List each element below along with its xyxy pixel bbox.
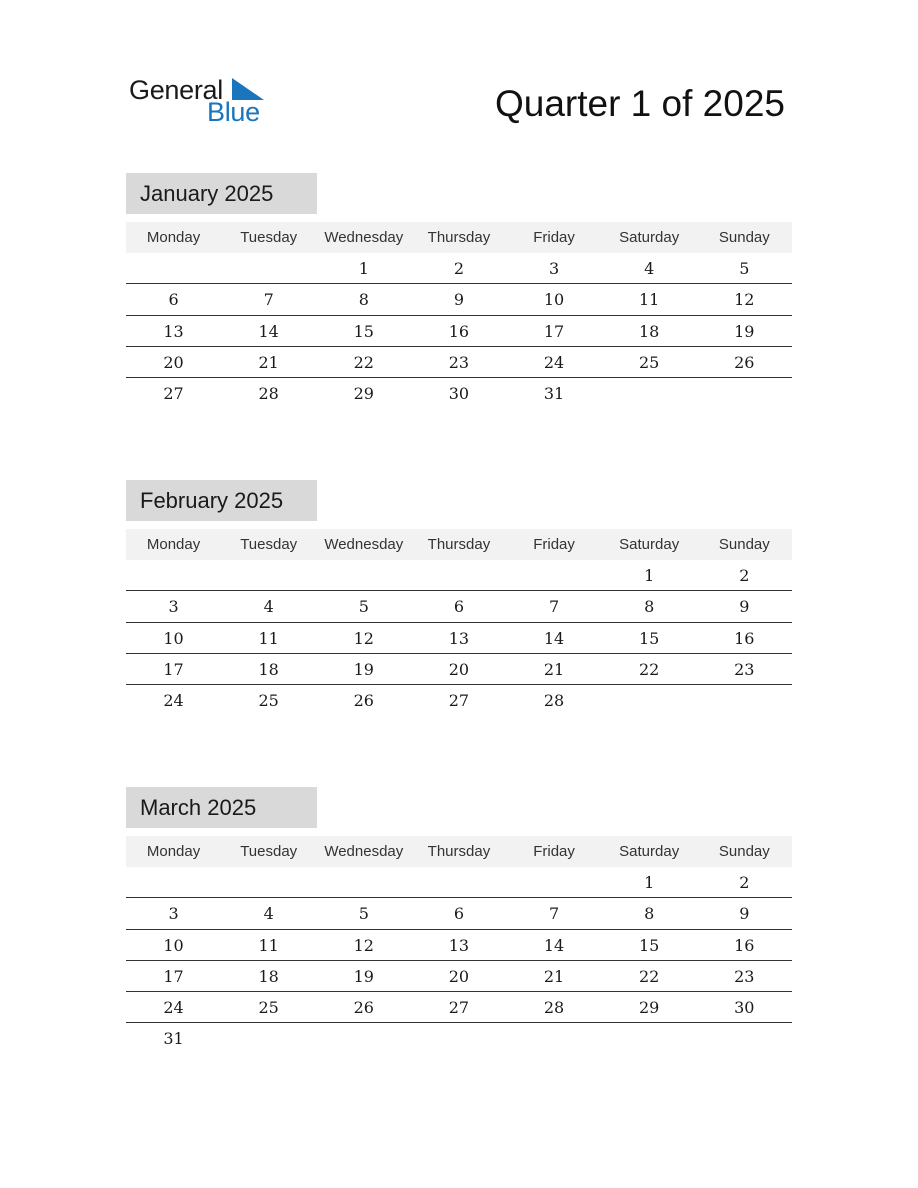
week-row bbox=[126, 867, 792, 898]
day-cell: 2 bbox=[453, 259, 465, 278]
day-cell: 8 bbox=[644, 904, 655, 924]
weekday-label: Sunday bbox=[718, 843, 770, 860]
day-cell bbox=[697, 378, 792, 409]
day-cell: 13 bbox=[448, 935, 470, 955]
day-cell: 17 bbox=[543, 321, 565, 341]
day-cell: 17 bbox=[163, 966, 184, 986]
day-cell bbox=[507, 1023, 602, 1054]
day-cell: 7 bbox=[548, 904, 560, 924]
day-cell: 19 bbox=[353, 966, 374, 986]
day-cell: 2 bbox=[739, 566, 750, 585]
day-cell: 6 bbox=[453, 904, 465, 924]
logo-text-blue: Blue bbox=[207, 97, 260, 127]
day-cell: 10 bbox=[163, 628, 184, 648]
day-cell: 15 bbox=[639, 628, 660, 648]
day-cell bbox=[602, 1023, 697, 1054]
logo-text-general: General bbox=[129, 75, 223, 105]
day-cell bbox=[697, 1023, 792, 1054]
month-january bbox=[126, 173, 792, 409]
page-title: Quarter 1 of 2025 bbox=[494, 83, 785, 124]
weekday-label: Monday bbox=[146, 843, 201, 860]
day-cell: 23 bbox=[448, 352, 470, 372]
day-cell bbox=[411, 560, 506, 590]
day-cell: 4 bbox=[644, 259, 655, 278]
day-cell: 22 bbox=[639, 659, 660, 679]
weekday-label: Friday bbox=[533, 536, 575, 553]
day-cell bbox=[316, 1023, 411, 1054]
day-cell bbox=[697, 685, 792, 716]
weekday-label: Friday bbox=[533, 229, 575, 246]
day-cell bbox=[221, 867, 316, 897]
day-cell: 14 bbox=[543, 935, 565, 955]
day-cell: 8 bbox=[358, 290, 369, 310]
day-cell: 26 bbox=[353, 998, 374, 1018]
day-cell: 16 bbox=[734, 935, 755, 955]
weeks-grid bbox=[126, 253, 792, 409]
week-row bbox=[126, 654, 792, 685]
week-row bbox=[126, 992, 792, 1023]
generalblue-logo bbox=[129, 74, 269, 130]
day-cell: 1 bbox=[358, 259, 369, 278]
weekday-label: Tuesday bbox=[240, 229, 298, 246]
day-cell: 10 bbox=[163, 935, 184, 955]
day-cell bbox=[507, 867, 602, 897]
day-cell: 1 bbox=[644, 873, 655, 892]
day-cell: 12 bbox=[353, 935, 374, 955]
day-cell: 28 bbox=[543, 998, 565, 1018]
day-cell: 21 bbox=[543, 659, 565, 679]
weekday-label: Sunday bbox=[718, 536, 770, 553]
day-cell: 11 bbox=[639, 290, 660, 310]
day-cell: 27 bbox=[163, 384, 184, 404]
day-cell bbox=[316, 560, 411, 590]
day-cell: 4 bbox=[263, 904, 274, 924]
day-cell: 1 bbox=[644, 566, 655, 585]
day-cell bbox=[221, 253, 316, 283]
day-cell: 9 bbox=[739, 597, 750, 617]
day-cell: 9 bbox=[453, 290, 465, 310]
week-row bbox=[126, 961, 792, 992]
weekday-label: Friday bbox=[533, 843, 575, 860]
day-cell: 3 bbox=[168, 597, 179, 617]
weekday-label: Saturday bbox=[619, 229, 680, 246]
day-cell: 18 bbox=[639, 321, 660, 341]
day-cell: 11 bbox=[258, 628, 279, 648]
day-cell: 20 bbox=[163, 352, 184, 372]
weekday-label: Monday bbox=[146, 536, 201, 553]
weekday-label: Wednesday bbox=[324, 536, 404, 553]
week-row bbox=[126, 560, 792, 591]
week-row bbox=[126, 284, 792, 315]
weekday-header-row bbox=[126, 529, 792, 560]
weekday-label: Thursday bbox=[427, 536, 491, 553]
day-cell: 8 bbox=[644, 597, 655, 617]
day-cell: 7 bbox=[263, 290, 274, 310]
weeks-grid bbox=[126, 867, 792, 1055]
month-title: February 2025 bbox=[126, 480, 317, 521]
weekday-header-row bbox=[126, 836, 792, 867]
day-cell: 16 bbox=[448, 321, 470, 341]
day-cell: 21 bbox=[258, 352, 279, 372]
day-cell: 5 bbox=[358, 904, 369, 924]
day-cell: 2 bbox=[739, 873, 750, 892]
day-cell: 3 bbox=[168, 904, 179, 924]
day-cell: 3 bbox=[548, 259, 560, 278]
day-cell: 5 bbox=[358, 597, 369, 617]
day-cell: 22 bbox=[639, 966, 660, 986]
weekday-label: Thursday bbox=[427, 229, 491, 246]
weekday-label: Wednesday bbox=[324, 229, 404, 246]
month-march bbox=[126, 787, 792, 1055]
day-cell: 18 bbox=[258, 659, 279, 679]
week-row bbox=[126, 253, 792, 284]
day-cell: 12 bbox=[734, 290, 755, 310]
day-cell bbox=[602, 685, 697, 716]
day-cell bbox=[221, 1023, 316, 1054]
month-title: January 2025 bbox=[126, 173, 317, 214]
day-cell: 24 bbox=[163, 691, 184, 711]
day-cell: 13 bbox=[163, 321, 184, 341]
day-cell: 19 bbox=[353, 659, 374, 679]
day-cell: 24 bbox=[163, 998, 184, 1018]
weekday-label: Tuesday bbox=[240, 843, 298, 860]
day-cell: 15 bbox=[353, 321, 374, 341]
day-cell: 14 bbox=[543, 628, 565, 648]
day-cell: 15 bbox=[639, 935, 660, 955]
day-cell bbox=[126, 867, 221, 897]
month-title: March 2025 bbox=[126, 787, 317, 828]
day-cell: 5 bbox=[739, 259, 750, 278]
day-cell: 23 bbox=[734, 966, 755, 986]
day-cell: 31 bbox=[163, 1029, 184, 1049]
day-cell bbox=[221, 560, 316, 590]
week-row bbox=[126, 1023, 792, 1054]
day-cell: 22 bbox=[353, 352, 374, 372]
day-cell: 13 bbox=[448, 628, 470, 648]
day-cell: 24 bbox=[543, 352, 565, 372]
weekday-label: Monday bbox=[146, 229, 201, 246]
month-february bbox=[126, 480, 792, 716]
day-cell: 14 bbox=[258, 321, 279, 341]
weekday-label: Sunday bbox=[718, 229, 770, 246]
day-cell: 28 bbox=[543, 691, 565, 711]
week-row bbox=[126, 316, 792, 347]
day-cell: 26 bbox=[734, 352, 755, 372]
day-cell: 10 bbox=[543, 290, 565, 310]
day-cell: 28 bbox=[258, 384, 279, 404]
day-cell: 6 bbox=[168, 290, 179, 310]
day-cell: 21 bbox=[543, 966, 565, 986]
week-row bbox=[126, 591, 792, 622]
week-row bbox=[126, 347, 792, 378]
day-cell: 29 bbox=[639, 998, 660, 1018]
day-cell: 16 bbox=[734, 628, 755, 648]
day-cell: 26 bbox=[353, 691, 374, 711]
day-cell: 12 bbox=[353, 628, 374, 648]
day-cell: 7 bbox=[548, 597, 560, 617]
day-cell: 20 bbox=[448, 966, 470, 986]
weekday-label: Wednesday bbox=[324, 843, 404, 860]
day-cell: 25 bbox=[258, 691, 279, 711]
weekday-label: Saturday bbox=[619, 843, 680, 860]
day-cell: 6 bbox=[453, 597, 465, 617]
day-cell: 31 bbox=[543, 384, 565, 404]
day-cell: 4 bbox=[263, 597, 274, 617]
day-cell bbox=[411, 1023, 506, 1054]
week-row bbox=[126, 898, 792, 929]
day-cell bbox=[602, 378, 697, 409]
day-cell: 19 bbox=[734, 321, 755, 341]
week-row bbox=[126, 685, 792, 716]
day-cell: 9 bbox=[739, 904, 750, 924]
day-cell: 11 bbox=[258, 935, 279, 955]
day-cell: 29 bbox=[353, 384, 374, 404]
day-cell: 30 bbox=[734, 998, 755, 1018]
day-cell bbox=[411, 867, 506, 897]
week-row bbox=[126, 623, 792, 654]
day-cell bbox=[126, 560, 221, 590]
day-cell: 18 bbox=[258, 966, 279, 986]
day-cell: 20 bbox=[448, 659, 470, 679]
day-cell bbox=[316, 867, 411, 897]
day-cell: 30 bbox=[448, 384, 470, 404]
day-cell bbox=[507, 560, 602, 590]
weeks-grid bbox=[126, 560, 792, 716]
day-cell bbox=[126, 253, 221, 283]
weekday-label: Thursday bbox=[427, 843, 491, 860]
day-cell: 27 bbox=[448, 691, 470, 711]
weekday-label: Tuesday bbox=[240, 536, 298, 553]
week-row bbox=[126, 378, 792, 409]
day-cell: 27 bbox=[448, 998, 470, 1018]
week-row bbox=[126, 930, 792, 961]
weekday-header-row bbox=[126, 222, 792, 253]
day-cell: 25 bbox=[639, 352, 660, 372]
weekday-label: Saturday bbox=[619, 536, 680, 553]
day-cell: 25 bbox=[258, 998, 279, 1018]
day-cell: 17 bbox=[163, 659, 184, 679]
day-cell: 23 bbox=[734, 659, 755, 679]
